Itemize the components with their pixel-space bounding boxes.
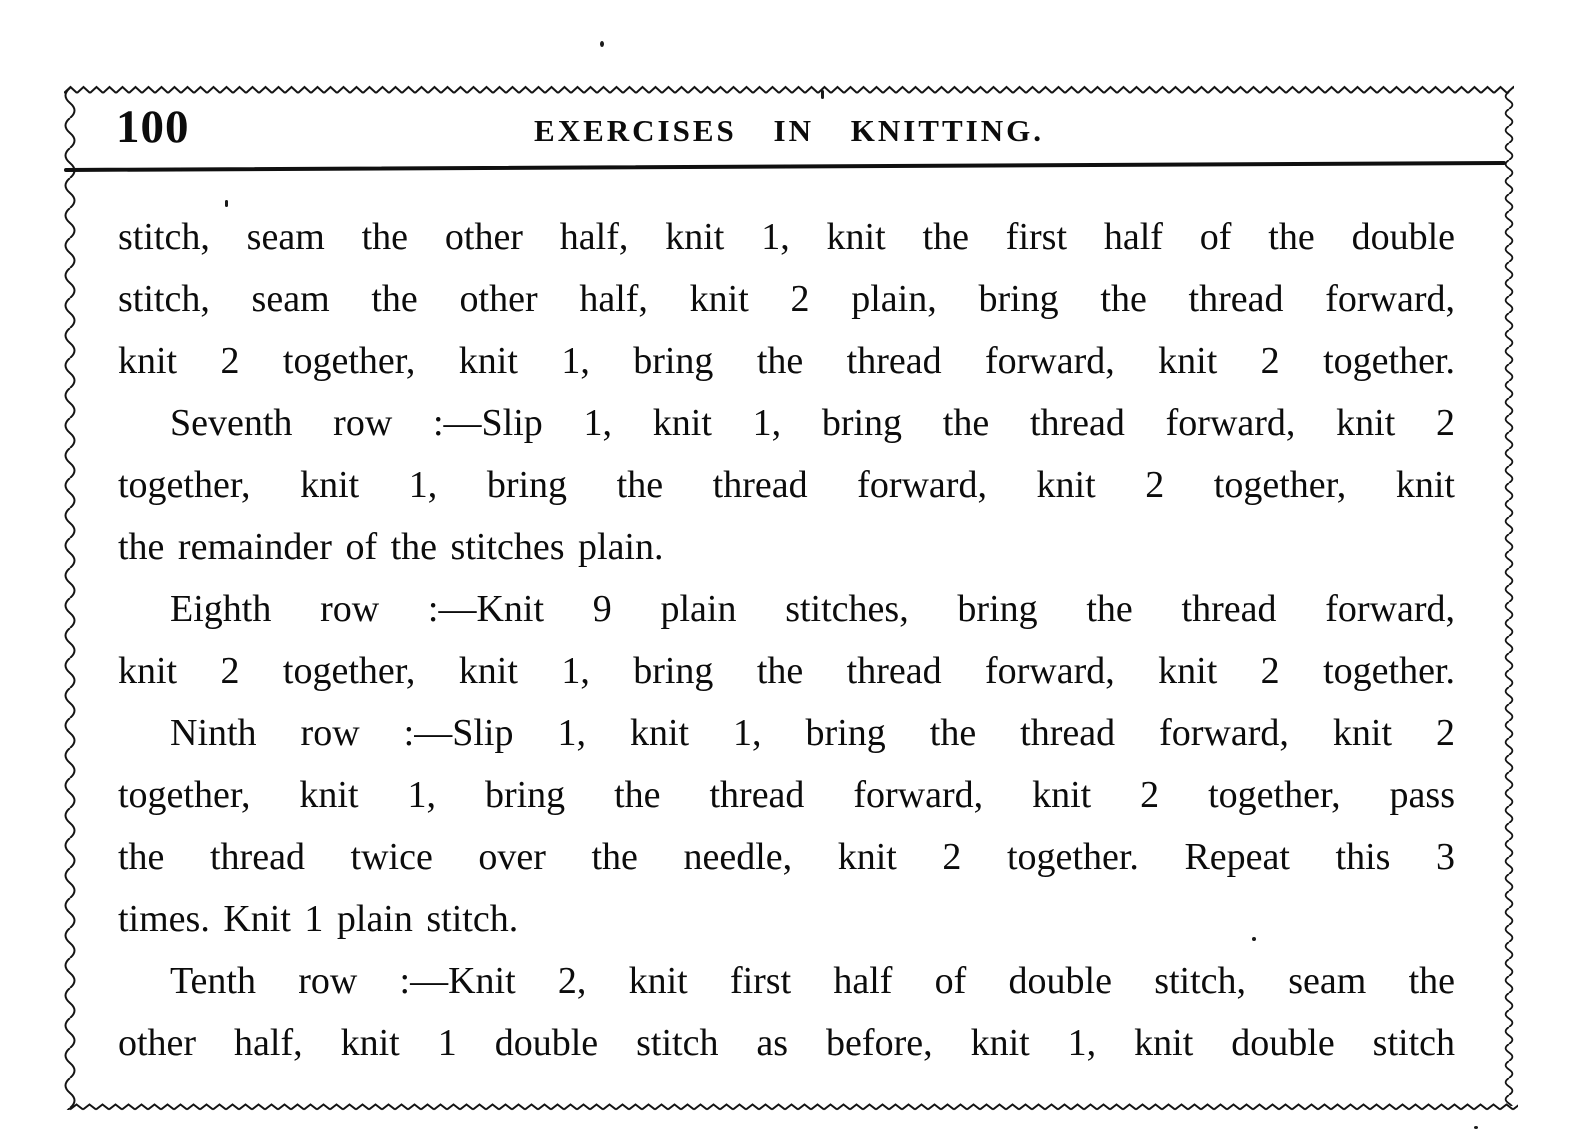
scan-speck	[1252, 937, 1256, 941]
text-line: together, knit 1, bring the thread forward, knit 2 together, pass	[118, 774, 1455, 816]
text-line: the remainder of the stitches plain.	[118, 526, 664, 568]
paragraph-tenth-row	[118, 950, 1455, 1074]
text-line: stitch, seam the other half, knit 2 plain, bring the thread forward,	[118, 278, 1455, 320]
border-right-wave	[1502, 92, 1518, 1106]
text-line: knit 2 together, knit 1, bring the thread forward, knit 2 together.	[118, 650, 1455, 692]
border-bottom-zigzag	[70, 1101, 1518, 1113]
page-body-text	[118, 206, 1455, 1074]
paragraph-seventh-row	[118, 392, 1455, 578]
text-line: Eighth row :—Knit 9 plain stitches, bring the thread forward,	[170, 588, 1455, 630]
paragraph-continuation	[118, 206, 1455, 392]
scan-speck	[1474, 1126, 1478, 1129]
paragraph-ninth-row	[118, 702, 1455, 950]
text-line: Ninth row :—Slip 1, knit 1, bring the thread forward, knit 2	[170, 712, 1455, 754]
text-line: together, knit 1, bring the thread forward, knit 2 together, knit	[118, 464, 1455, 506]
text-line: Tenth row :—Knit 2, knit first half of double stitch, seam the	[170, 960, 1455, 1002]
border-top-zigzag	[64, 84, 1514, 96]
text-line: the thread twice over the needle, knit 2 together. Repeat this 3	[118, 836, 1455, 878]
border-left-wave	[61, 88, 77, 1110]
text-line: other half, knit 1 double stitch as before, knit 1, knit double stitch	[118, 1022, 1455, 1064]
page-number: 100	[116, 101, 190, 153]
text-line: times. Knit 1 plain stitch.	[118, 898, 519, 940]
text-line: stitch, seam the other half, knit 1, knit the first half of the double	[118, 216, 1455, 258]
text-line: knit 2 together, knit 1, bring the thread forward, knit 2 together.	[118, 340, 1455, 382]
scan-speck	[821, 90, 824, 99]
scan-speck	[225, 200, 228, 207]
header-rule	[64, 161, 1506, 172]
running-head-title: EXERCISES IN KNITTING.	[534, 113, 1044, 148]
paragraph-eighth-row	[118, 578, 1455, 702]
text-line: Seventh row :—Slip 1, knit 1, bring the thread forward, knit 2	[170, 402, 1455, 444]
scan-speck	[600, 41, 604, 47]
